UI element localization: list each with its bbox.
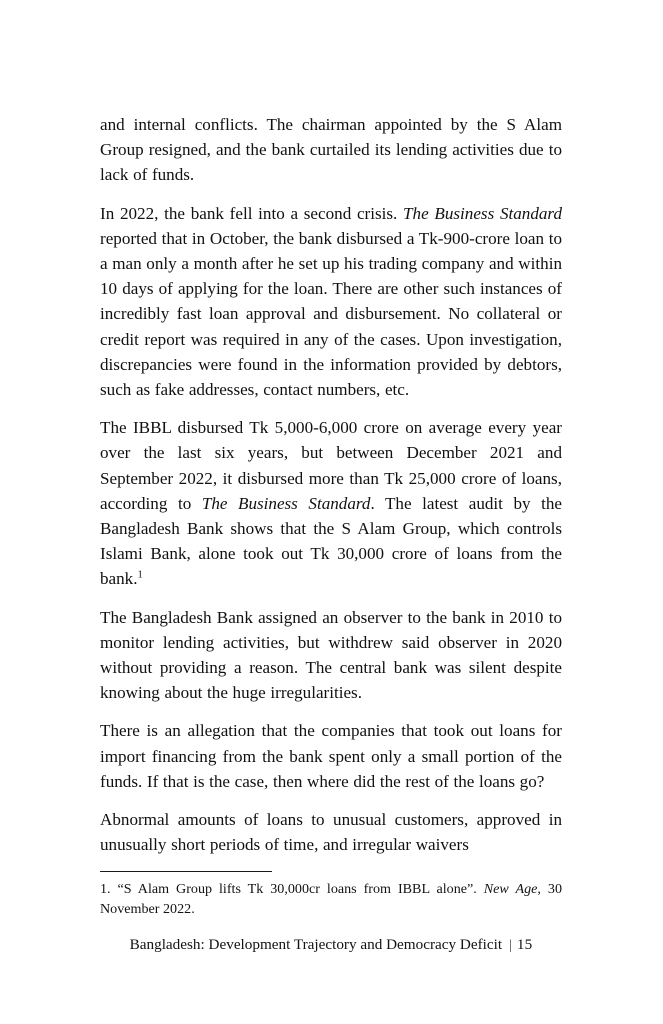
publication-title: The Business Standard [201,493,371,513]
publication-title: The Business Standard [403,203,562,223]
footnote-separator-rule [100,871,272,872]
text-run: , 30 November 2022. [100,881,562,918]
body-paragraph-6 [100,807,562,857]
footnote-entry-1 [100,879,562,920]
text-run: and internal conflicts. The chairman appointed by the S Alam Group resigned, and the bank curtailed its lending activities due to lack of funds. [100,115,562,185]
publication-title: New Age [483,881,538,897]
page-footer [100,935,562,956]
body-paragraph-2 [100,201,562,403]
footnote-block [100,871,562,920]
text-run: The Bangladesh Bank assigned an observer to the bank in 2010 to monitor lending activities, but withdrew said observer in 2020 without providing a reason. The central bank was silent despite knowing about the huge irregularities. [100,607,562,703]
body-paragraph-4 [100,605,562,706]
page-number: 15 [516,936,533,953]
text-run: 1. “S Alam Group lifts Tk 30,000cr loans from IBBL alone”. [100,881,484,897]
body-text-column [100,112,562,857]
text-run: There is an allegation that the companies that took out loans for import financing from the bank spent only a small portion of the funds. If that is the case, then where did the rest of the loans go? [100,721,562,791]
text-run: Abnormal amounts of loans to unusual customers, approved in unusually short periods of time, and irregular waivers [100,810,562,855]
body-paragraph-5 [100,718,562,794]
footer-separator: | [509,938,512,953]
text-run: . The latest audit by the Bangladesh Bank shows that the S Alam Group, which controls Islami Bank, alone took out Tk 30,000 crore of loans from the bank. [100,493,563,589]
footnote-reference-1[interactable]: 1 [137,569,143,581]
text-run: reported that in October, the bank disbursed a Tk-900-crore loan to a man only a month after he set up his trading company and within 10 days of applying for the loan. There are other such instances of incredibly fast loan approval and disbursement. No collateral or credit report was required in any of the cases. Upon investigation, discrepancies were found in the information provided by debtors, such as fake addresses, contact numbers, etc. [100,228,562,400]
body-paragraph-1 [100,112,562,188]
text-run: The IBBL disbursed Tk 5,000-6,000 crore on average every year over the last six years, but between December 2021 and September 2022, it disbursed more than Tk 25,000 crore of loans, according to [100,418,562,513]
body-paragraph-3 [100,415,562,591]
text-run: In 2022, the bank fell into a second crisis. [100,203,404,223]
running-title: Bangladesh: Development Trajectory and Democracy Deficit [129,936,503,953]
